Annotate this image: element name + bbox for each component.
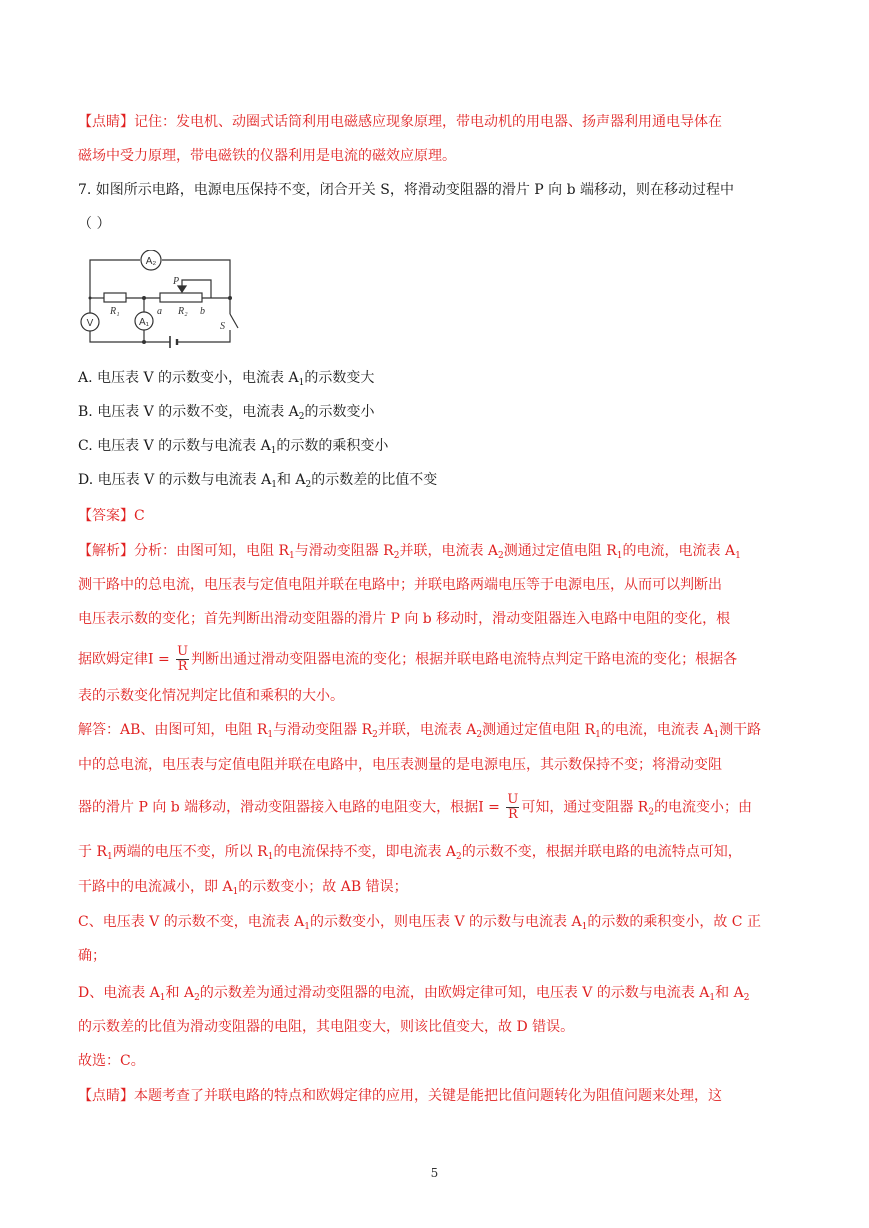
- solution-line-5: 干路中的电流减小，即 $A_1$的示数变小；故 AB 错误；: [78, 879, 408, 897]
- v-label: V: [86, 318, 94, 329]
- tip-text: 记住：发电机、动圈式话筒利用电磁感应现象原理，带电动机的用电器、扬声器利用通电导体在: [134, 114, 722, 130]
- tip-line-2: 磁场中受力原理，带电磁铁的仪器利用是电流的磁效应原理。: [78, 148, 456, 164]
- option-c: C. 电压表 V 的示数与电流表 $A_1$的示数的乘积变小: [78, 438, 389, 456]
- tip2-tag: 【点睛】: [78, 1088, 134, 1104]
- option-a: A. 电压表 V 的示数变小，电流表 $A_1$的示数变大: [78, 370, 375, 388]
- answer-tag: 【答案】: [78, 508, 134, 524]
- solution-line-3: 器的滑片 P 向 b 端移动，滑动变阻器接入电路的电阻变大，根据I = $\frac{U}{R}$ 可知，通过变阻器 $R_2$的电流变小；由: [78, 792, 753, 822]
- solution-line-2: 中的总电流，电压表与定值电阻并联在电路中，电压表测量的是电源电压，其示数保持不变；将滑动变阻: [78, 757, 722, 773]
- tip-tag: 【点睛】: [78, 114, 134, 130]
- question-bracket: （ ）: [78, 216, 111, 232]
- tip2-line: [78, 1086, 722, 1106]
- s-label: S: [220, 321, 225, 332]
- b-label: b: [200, 306, 205, 317]
- analysis-tag: 【解析】: [78, 543, 134, 559]
- r1-label: R₁: [110, 306, 120, 317]
- question-stem: 7. 如图所示电路，电源电压保持不变，闭合开关 S，将滑动变阻器的滑片 P 向 b 端移动，则在移动过程中: [78, 182, 735, 198]
- answer-value: C: [134, 508, 145, 524]
- analysis-line-1: 【解析】分析：由图可知，电阻 $R_1$与滑动变阻器 $R_2$并联，电流表 $A_2$测通过定值电阻 $R_1$的电流，电流表 $A_1$: [78, 543, 741, 561]
- a1-label: A₁: [138, 317, 150, 328]
- tip2-text: 本题考查了并联电路的特点和欧姆定律的应用，关键是能把比值问题转化为阻值问题来处理，这: [134, 1088, 722, 1104]
- r2-label: R₂: [178, 306, 188, 317]
- a2-label: A₂: [145, 256, 157, 267]
- solution-line-6: C、电压表 V 的示数不变，电流表 $A_1$的示数变小，则电压表 V 的示数与电流表 $A_1$的示数的乘积变小，故 C 正: [78, 914, 761, 932]
- analysis-line-3: 电压表示数的变化；首先判断出滑动变阻器的滑片 P 向 b 移动时，滑动变阻器连入电路中电阻的变化，根: [78, 611, 731, 627]
- tip-line-1: [78, 112, 722, 132]
- solution-line-9: 的示数差的比值为滑动变阻器的电阻，其电阻变大，则该比值变大，故 D 错误。: [78, 1019, 575, 1035]
- solution-line-7: 确；: [78, 948, 106, 964]
- option-d: D. 电压表 V 的示数与电流表 $A_1$和 $A_2$的示数差的比值不变: [78, 472, 438, 490]
- a-label: a: [157, 306, 162, 317]
- solution-line-1: 解答：AB、由图可知，电阻 $R_1$与滑动变阻器 $R_2$并联，电流表 $A_2$测通过定值电阻 $R_1$的电流，电流表 $A_1$测干路: [78, 722, 762, 740]
- page-number: 5: [430, 1166, 439, 1180]
- solution-line-10: 故选：C。: [78, 1053, 145, 1069]
- option-b: B. 电压表 V 的示数不变，电流表 $A_2$的示数变小: [78, 404, 375, 422]
- ohm-fraction-2: $\frac{U}{R}$: [507, 792, 519, 822]
- answer-line: [78, 506, 145, 526]
- p-label: P: [173, 276, 180, 287]
- circuit-diagram: [78, 250, 243, 350]
- analysis-line-5: 表的示数变化情况判定比值和乘积的大小。: [78, 688, 344, 704]
- solution-line-4: 于 $R_1$两端的电压不变，所以 $R_1$的电流保持不变，即电流表 $A_2$的示数不变，根据并联电路的电流特点可知，: [78, 844, 742, 862]
- solution-line-8: D、电流表 $A_1$和 $A_2$的示数差为通过滑动变阻器的电流，由欧姆定律可知，电压表 V 的示数与电流表 $A_1$和 $A_2$: [78, 985, 750, 1003]
- analysis-line-4: 据欧姆定律I = $\frac{U}{R}$ 判断出通过滑动变阻器电流的变化；根据并联电路电流特点判定干路电流的变化；根据各: [78, 644, 738, 674]
- analysis-line-2: 测干路中的总电流，电压表与定值电阻并联在电路中；并联电路两端电压等于电源电压，从而可以判断出: [78, 577, 722, 593]
- ohm-fraction: $\frac{U}{R}$: [177, 644, 189, 674]
